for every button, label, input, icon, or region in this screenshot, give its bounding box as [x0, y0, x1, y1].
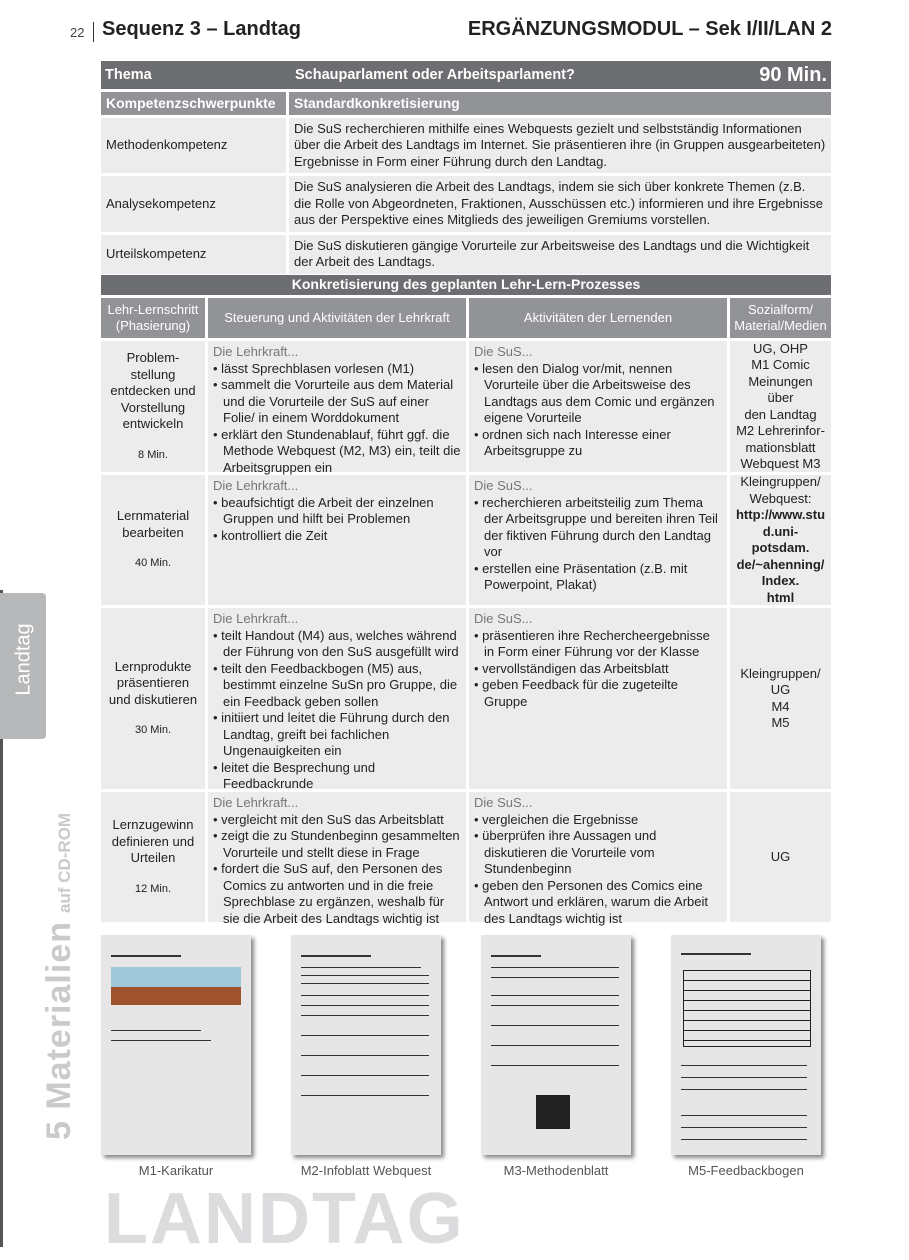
- material-thumb-m1[interactable]: [101, 935, 261, 1178]
- page-header: [70, 18, 832, 46]
- teacher-activity: • zeigt die zu Stundenbeginn gesammelten Vorurteile und stellt diese in Frage: [213, 828, 461, 861]
- media-line: Kleingruppen/: [740, 665, 821, 681]
- webquest-url[interactable]: Index.: [761, 573, 800, 588]
- student-activity: • geben den Personen des Comics eine Antwort und erklären, warum die Arbeit des Landtags wichtig ist: [474, 878, 722, 928]
- webquest-url[interactable]: d.uni-potsdam.: [751, 523, 810, 555]
- student-lead: Die SuS...: [474, 478, 533, 493]
- teacher-activity: • leitet die Besprechung und Feedbackrunde: [213, 760, 461, 793]
- theme-duration: 90 Min.: [759, 63, 827, 86]
- competence-table: [101, 61, 831, 277]
- material-preview: [481, 935, 631, 1155]
- media-cell: [730, 475, 831, 605]
- material-caption: M1-Karikatur: [138, 1163, 214, 1178]
- teacher-lead: Die Lehrkraft...: [213, 478, 299, 493]
- process-row: [101, 340, 831, 475]
- media-line: mationsblatt: [745, 439, 816, 455]
- media-line: M2 Lehrerinfor-: [736, 423, 825, 438]
- phase-minutes: 40 Min.: [134, 557, 172, 570]
- process-header-phase: Lehr-Lernschritt (Phasierung): [101, 298, 205, 338]
- teacher-activity: • sammelt die Vorurteile aus dem Material und die Vorurteile der SuS auf einer Folie/ in einem Worddokument: [213, 377, 461, 427]
- page-number: 22: [70, 25, 85, 40]
- material-preview: [291, 935, 441, 1155]
- student-cell: [469, 608, 727, 789]
- phase-name: Lernmaterial bearbeiten: [116, 508, 190, 540]
- phase-name: Problem-stellung entdecken und Vorstellung entwickeln: [110, 350, 196, 431]
- student-activity: • geben Feedback für die zugeteilte Gruppe: [474, 677, 722, 710]
- competence-text: Die SuS analysieren die Arbeit des Landtags, indem sie sich über konkrete Themen (z.B. die Rolle von Abgeordneten, Fraktionen, Ausschüssen etc.) informieren und ihre Ergebnisse aus der Perspektive eines Mitglieds des jeweiligen Gremiums vorstellen.: [289, 176, 831, 232]
- competence-name: Analysekompetenz: [101, 176, 286, 232]
- process-header-media: Sozialform/ Material/Medien: [730, 298, 831, 338]
- process-row: [101, 792, 831, 926]
- theme-value: Schauparlament oder Arbeitsparlament?: [295, 66, 575, 83]
- material-caption: M2-Infoblatt Webquest: [300, 1163, 432, 1178]
- materials-title: 5 Materialien: [40, 921, 78, 1140]
- process-row: [101, 475, 831, 605]
- teacher-activity: • beaufsichtigt die Arbeit der einzelnen Gruppen und hilft bei Problemen: [213, 495, 461, 528]
- phase-cell: [101, 608, 205, 789]
- competence-row: [101, 118, 831, 174]
- student-cell: [469, 792, 727, 926]
- student-cell: [469, 475, 727, 605]
- teacher-cell: [208, 792, 466, 926]
- webquest-url[interactable]: de/~ahenning/: [736, 556, 825, 572]
- materials-subtitle: auf CD-ROM: [55, 812, 74, 914]
- material-preview: [671, 935, 821, 1155]
- media-line: Webquest M3: [740, 456, 821, 471]
- teacher-lead: Die Lehrkraft...: [213, 344, 299, 359]
- page-title: Sequenz 3 – Landtag: [102, 18, 301, 40]
- student-activity: • ordnen sich nach Interesse einer Arbeitsgruppe zu: [474, 427, 722, 460]
- teacher-activity: • kontrolliert die Zeit: [213, 528, 461, 545]
- teacher-activity: • teilt den Feedbackbogen (M5) aus, bestimmt einzelne SuSn pro Gruppe, die ein Feedback geben sollen: [213, 661, 461, 711]
- teacher-activity: • fordert die SuS auf, den Personen des Comics zu antworten und in die freie Sprechblase zu ergänzen, weshalb für sie die Arbeit des Landtags wichtig ist: [213, 861, 461, 927]
- footer-landtag-title: LANDTAG: [104, 1179, 465, 1259]
- material-thumb-m5[interactable]: [671, 935, 831, 1178]
- student-lead: Die SuS...: [474, 344, 533, 359]
- student-lead: Die SuS...: [474, 795, 533, 810]
- phase-cell: [101, 792, 205, 922]
- competence-text: Die SuS recherchieren mithilfe eines Webquests gezielt und selbstständig Informationen über die Arbeit des Landtags im Internet. Sie präsentieren ihre (in Gruppen ausgearbeiteten) Ergebnisse in Form einer Führung durch den Landtag.: [289, 118, 831, 174]
- competence-row: [101, 235, 831, 274]
- teacher-lead: Die Lehrkraft...: [213, 611, 299, 626]
- media-line: M1 Comic: [751, 357, 810, 372]
- phase-cell: [101, 341, 205, 472]
- theme-label: Thema: [105, 66, 152, 83]
- competence-text: Die SuS diskutieren gängige Vorurteile zur Arbeitsweise des Landtags und die Wichtigkeit der Arbeit des Landtags.: [289, 235, 831, 274]
- theme-row: [101, 61, 831, 89]
- teacher-cell: [208, 341, 466, 475]
- process-row: [101, 608, 831, 789]
- teacher-activity: • teilt Handout (M4) aus, welches während der Führung von den SuS ausgefüllt wird: [213, 628, 461, 661]
- teacher-cell: [208, 608, 466, 789]
- media-cell: [730, 608, 831, 789]
- teacher-activity: • lässt Sprechblasen vorlesen (M1): [213, 361, 461, 378]
- module-title: ERGÄNZUNGSMODUL – Sek I/II/LAN 2: [467, 18, 832, 40]
- media-line: Kleingruppen/: [740, 474, 821, 489]
- student-activity: • vergleichen die Ergebnisse: [474, 812, 722, 829]
- phase-minutes: 8 Min.: [138, 448, 168, 461]
- student-activity: • vervollständigen das Arbeitsblatt: [474, 661, 722, 678]
- media-line: Meinungen über: [748, 373, 813, 405]
- process-header-teacher: Steuerung und Aktivitäten der Lehrkraft: [208, 298, 466, 338]
- material-caption: M5-Feedbackbogen: [688, 1163, 804, 1178]
- process-table: [101, 275, 831, 925]
- teacher-activity: • initiiert und leitet die Führung durch den Landtag, greift bei fachlichen Ungenauigkeiten ein: [213, 710, 461, 760]
- teacher-activity: • erklärt den Stundenablauf, führt ggf. die Methode Webquest (M2, M3) ein, teilt die Arbeitsgruppen ein: [213, 427, 461, 477]
- chapter-tab-subtitle: Sequenz 3: [45, 627, 59, 685]
- media-line: UG, OHP: [753, 340, 808, 356]
- competence-header-col1: Kompetenzschwerpunkte: [101, 92, 286, 115]
- teacher-activity: • vergleicht mit den SuS das Arbeitsblatt: [213, 812, 461, 829]
- phase-cell: [101, 475, 205, 605]
- media-line: UG: [770, 682, 791, 697]
- media-cell: [730, 341, 831, 472]
- media-line: UG: [770, 848, 791, 864]
- student-cell: [469, 341, 727, 472]
- materials-thumbnails: [101, 935, 833, 1190]
- webquest-url[interactable]: html: [766, 589, 795, 605]
- student-activity: • lesen den Dialog vor/mit, nennen Vorurteile über die Arbeitsweise des Landtags aus dem Comic und ergänzen eigene Vorurteile: [474, 361, 722, 427]
- media-line: Webquest:: [749, 490, 812, 506]
- student-activity: • erstellen eine Präsentation (z.B. mit Powerpoint, Plakat): [474, 561, 722, 594]
- media-line: M5: [771, 715, 790, 730]
- chapter-tab[interactable]: [0, 593, 59, 739]
- competence-name: Urteilskompetenz: [101, 235, 286, 274]
- phase-name: Lernprodukte präsentieren und diskutieren: [108, 658, 198, 707]
- material-thumb-m2[interactable]: [291, 935, 451, 1178]
- media-line: den Landtag: [744, 406, 817, 422]
- phase-name: Lernzugewinn definieren und Urteilen: [111, 817, 195, 865]
- competence-name: Methodenkompetenz: [101, 118, 286, 174]
- teacher-cell: [208, 475, 466, 605]
- material-preview: [101, 935, 251, 1155]
- teacher-lead: Die Lehrkraft...: [213, 795, 299, 810]
- materials-side-label: [40, 813, 79, 1140]
- media-cell: [730, 792, 831, 922]
- student-lead: Die SuS...: [474, 611, 533, 626]
- phase-minutes: 30 Min.: [134, 724, 172, 736]
- webquest-url[interactable]: http://www.stu: [735, 507, 826, 522]
- media-line: M4: [771, 698, 790, 714]
- header-divider: [93, 22, 94, 42]
- chapter-tab-title: Landtag: [12, 623, 35, 696]
- phase-minutes: 12 Min.: [134, 882, 172, 895]
- process-header-students: Aktivitäten der Lernenden: [469, 298, 727, 338]
- student-activity: • überprüfen ihre Aussagen und diskutieren die Vorurteile vom Stundenbeginn: [474, 828, 722, 878]
- material-caption: M3-Methodenblatt: [503, 1163, 609, 1178]
- student-activity: • recherchieren arbeitsteilig zum Thema der Arbeitsgruppe und bereiten ihren Teil der fiktiven Führung durch den Landtag vor: [474, 495, 722, 561]
- material-thumb-m3[interactable]: [481, 935, 641, 1178]
- process-title: Konkretisierung des geplanten Lehr-Lern-Prozesses: [101, 275, 831, 295]
- competence-row: [101, 176, 831, 232]
- competence-header-col2: Standardkonkretisierung: [289, 92, 831, 115]
- student-activity: • präsentieren ihre Rechercheergebnisse in Form einer Führung vor der Klasse: [474, 628, 722, 661]
